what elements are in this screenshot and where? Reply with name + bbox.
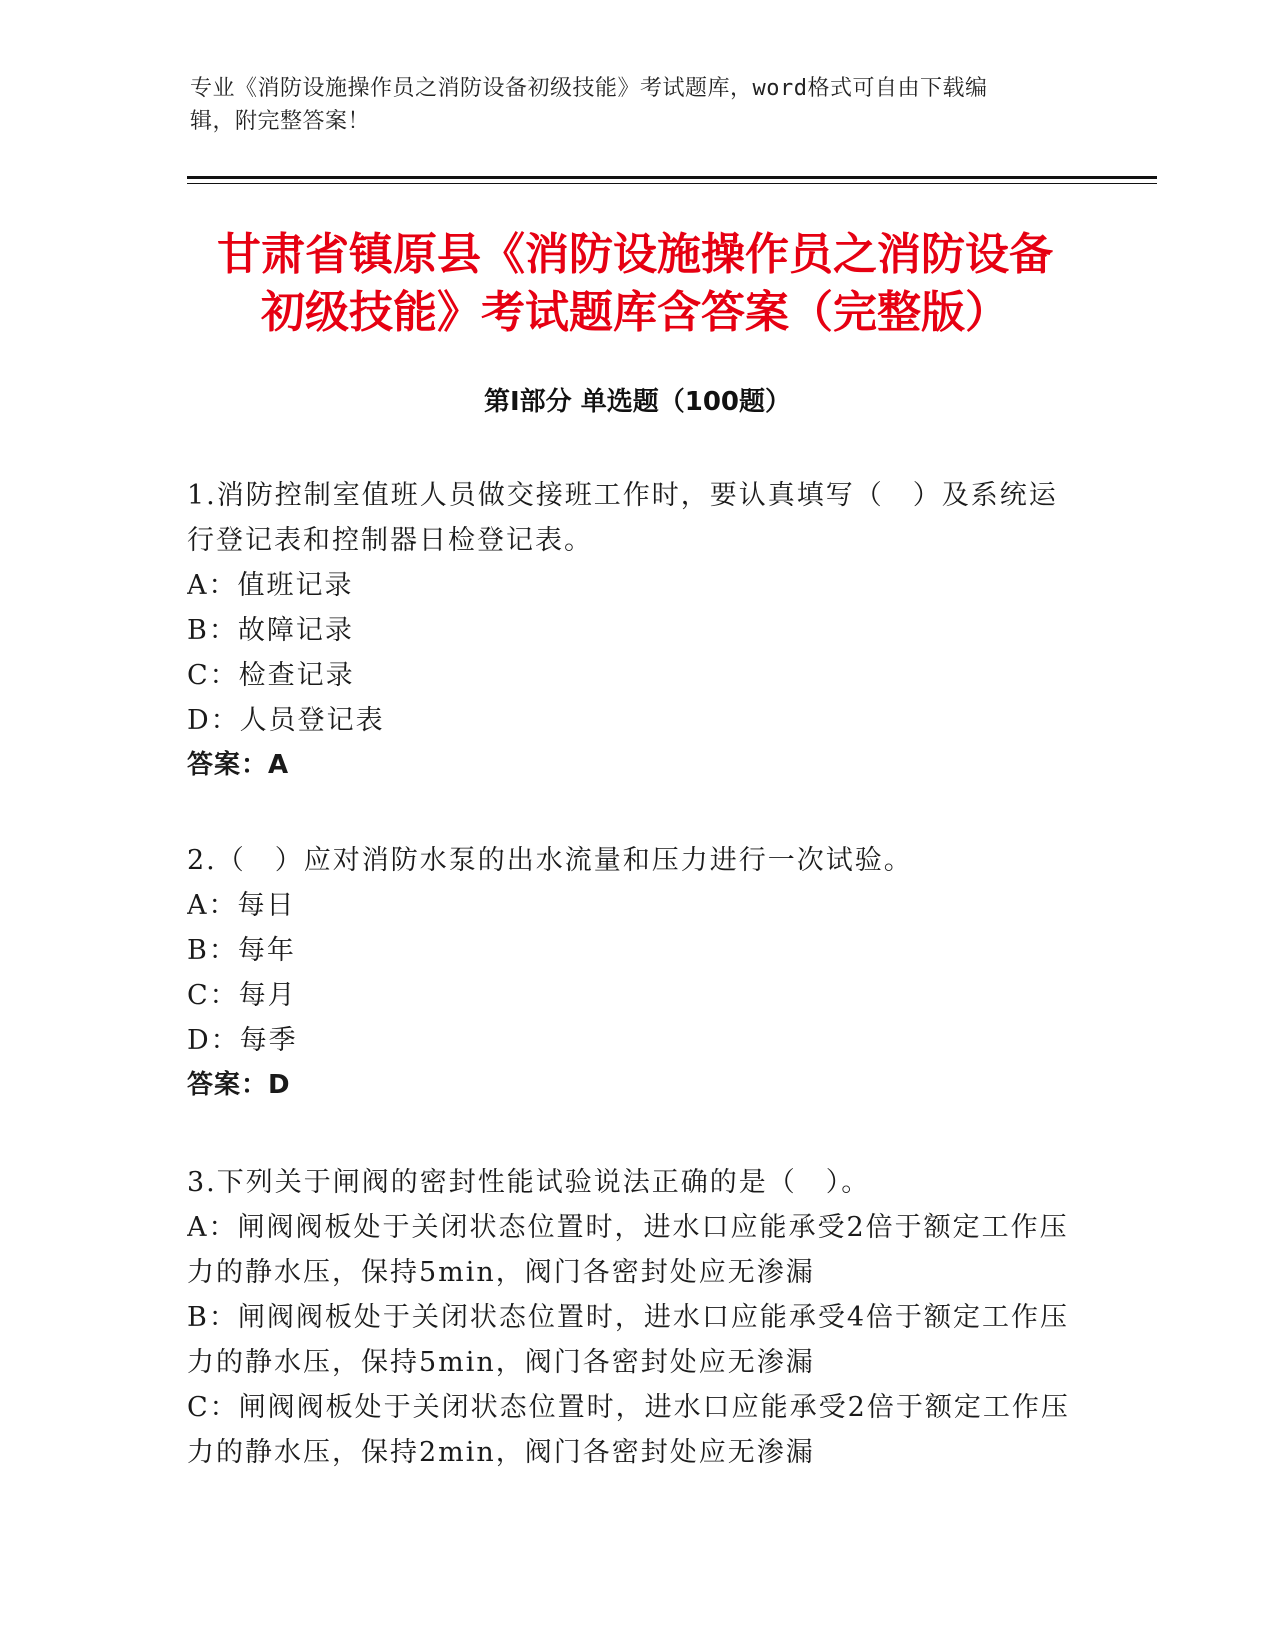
- option-a: A：每日: [187, 890, 296, 921]
- document-title-line: 初级技能》考试题库含答案（完整版）: [261, 287, 1009, 338]
- option-b: B：闸阀阀板处于关闭状态位置时，进水口应能承受4倍于额定工作压: [187, 1302, 1070, 1333]
- option-a: A：闸阀阀板处于关闭状态位置时，进水口应能承受2倍于额定工作压: [187, 1212, 1069, 1243]
- header-rule-thin: [187, 183, 1157, 184]
- option-b-continued: 力的静水压，保持5min，阀门各密封处应无渗漏: [187, 1347, 815, 1378]
- header-note-line: 专业《消防设施操作员之消防设备初级技能》考试题库，word格式可自由下载编: [190, 76, 988, 101]
- section-title: 第Ⅰ部分 单选题（100题）: [484, 387, 791, 417]
- question-block: [187, 1160, 1077, 1475]
- question-block: [187, 473, 1077, 788]
- option-d: D：人员登记表: [187, 705, 385, 736]
- answer-label: 答案：D: [187, 1070, 291, 1100]
- question-stem: 3.下列关于闸阀的密封性能试验说法正确的是（ ）。: [187, 1167, 871, 1198]
- option-a: A：值班记录: [187, 570, 354, 601]
- option-b: B：故障记录: [187, 615, 354, 646]
- option-c: C：每月: [187, 980, 297, 1011]
- header-rule-thick: [187, 176, 1157, 179]
- option-b: B：每年: [187, 935, 296, 966]
- option-a-continued: 力的静水压，保持5min，阀门各密封处应无渗漏: [187, 1257, 815, 1288]
- question-block: [187, 838, 1077, 1108]
- option-c: C：检查记录: [187, 660, 355, 691]
- document-title: [170, 226, 1100, 342]
- document-title-line: 甘肃省镇原县《消防设施操作员之消防设备: [217, 229, 1053, 280]
- option-c: C：闸阀阀板处于关闭状态位置时，进水口应能承受2倍于额定工作压: [187, 1392, 1070, 1423]
- header-note-line: 辑，附完整答案！: [190, 109, 371, 134]
- header-note: [190, 72, 1090, 138]
- option-c-continued: 力的静水压，保持2min，阀门各密封处应无渗漏: [187, 1437, 815, 1468]
- question-stem: 行登记表和控制器日检登记表。: [187, 525, 593, 556]
- question-stem: 1.消防控制室值班人员做交接班工作时，要认真填写（ ）及系统运: [187, 480, 1058, 511]
- option-d: D：每季: [187, 1025, 298, 1056]
- answer-label: 答案：A: [187, 750, 290, 780]
- question-stem: 2.（ ）应对消防水泵的出水流量和压力进行一次试验。: [187, 845, 913, 876]
